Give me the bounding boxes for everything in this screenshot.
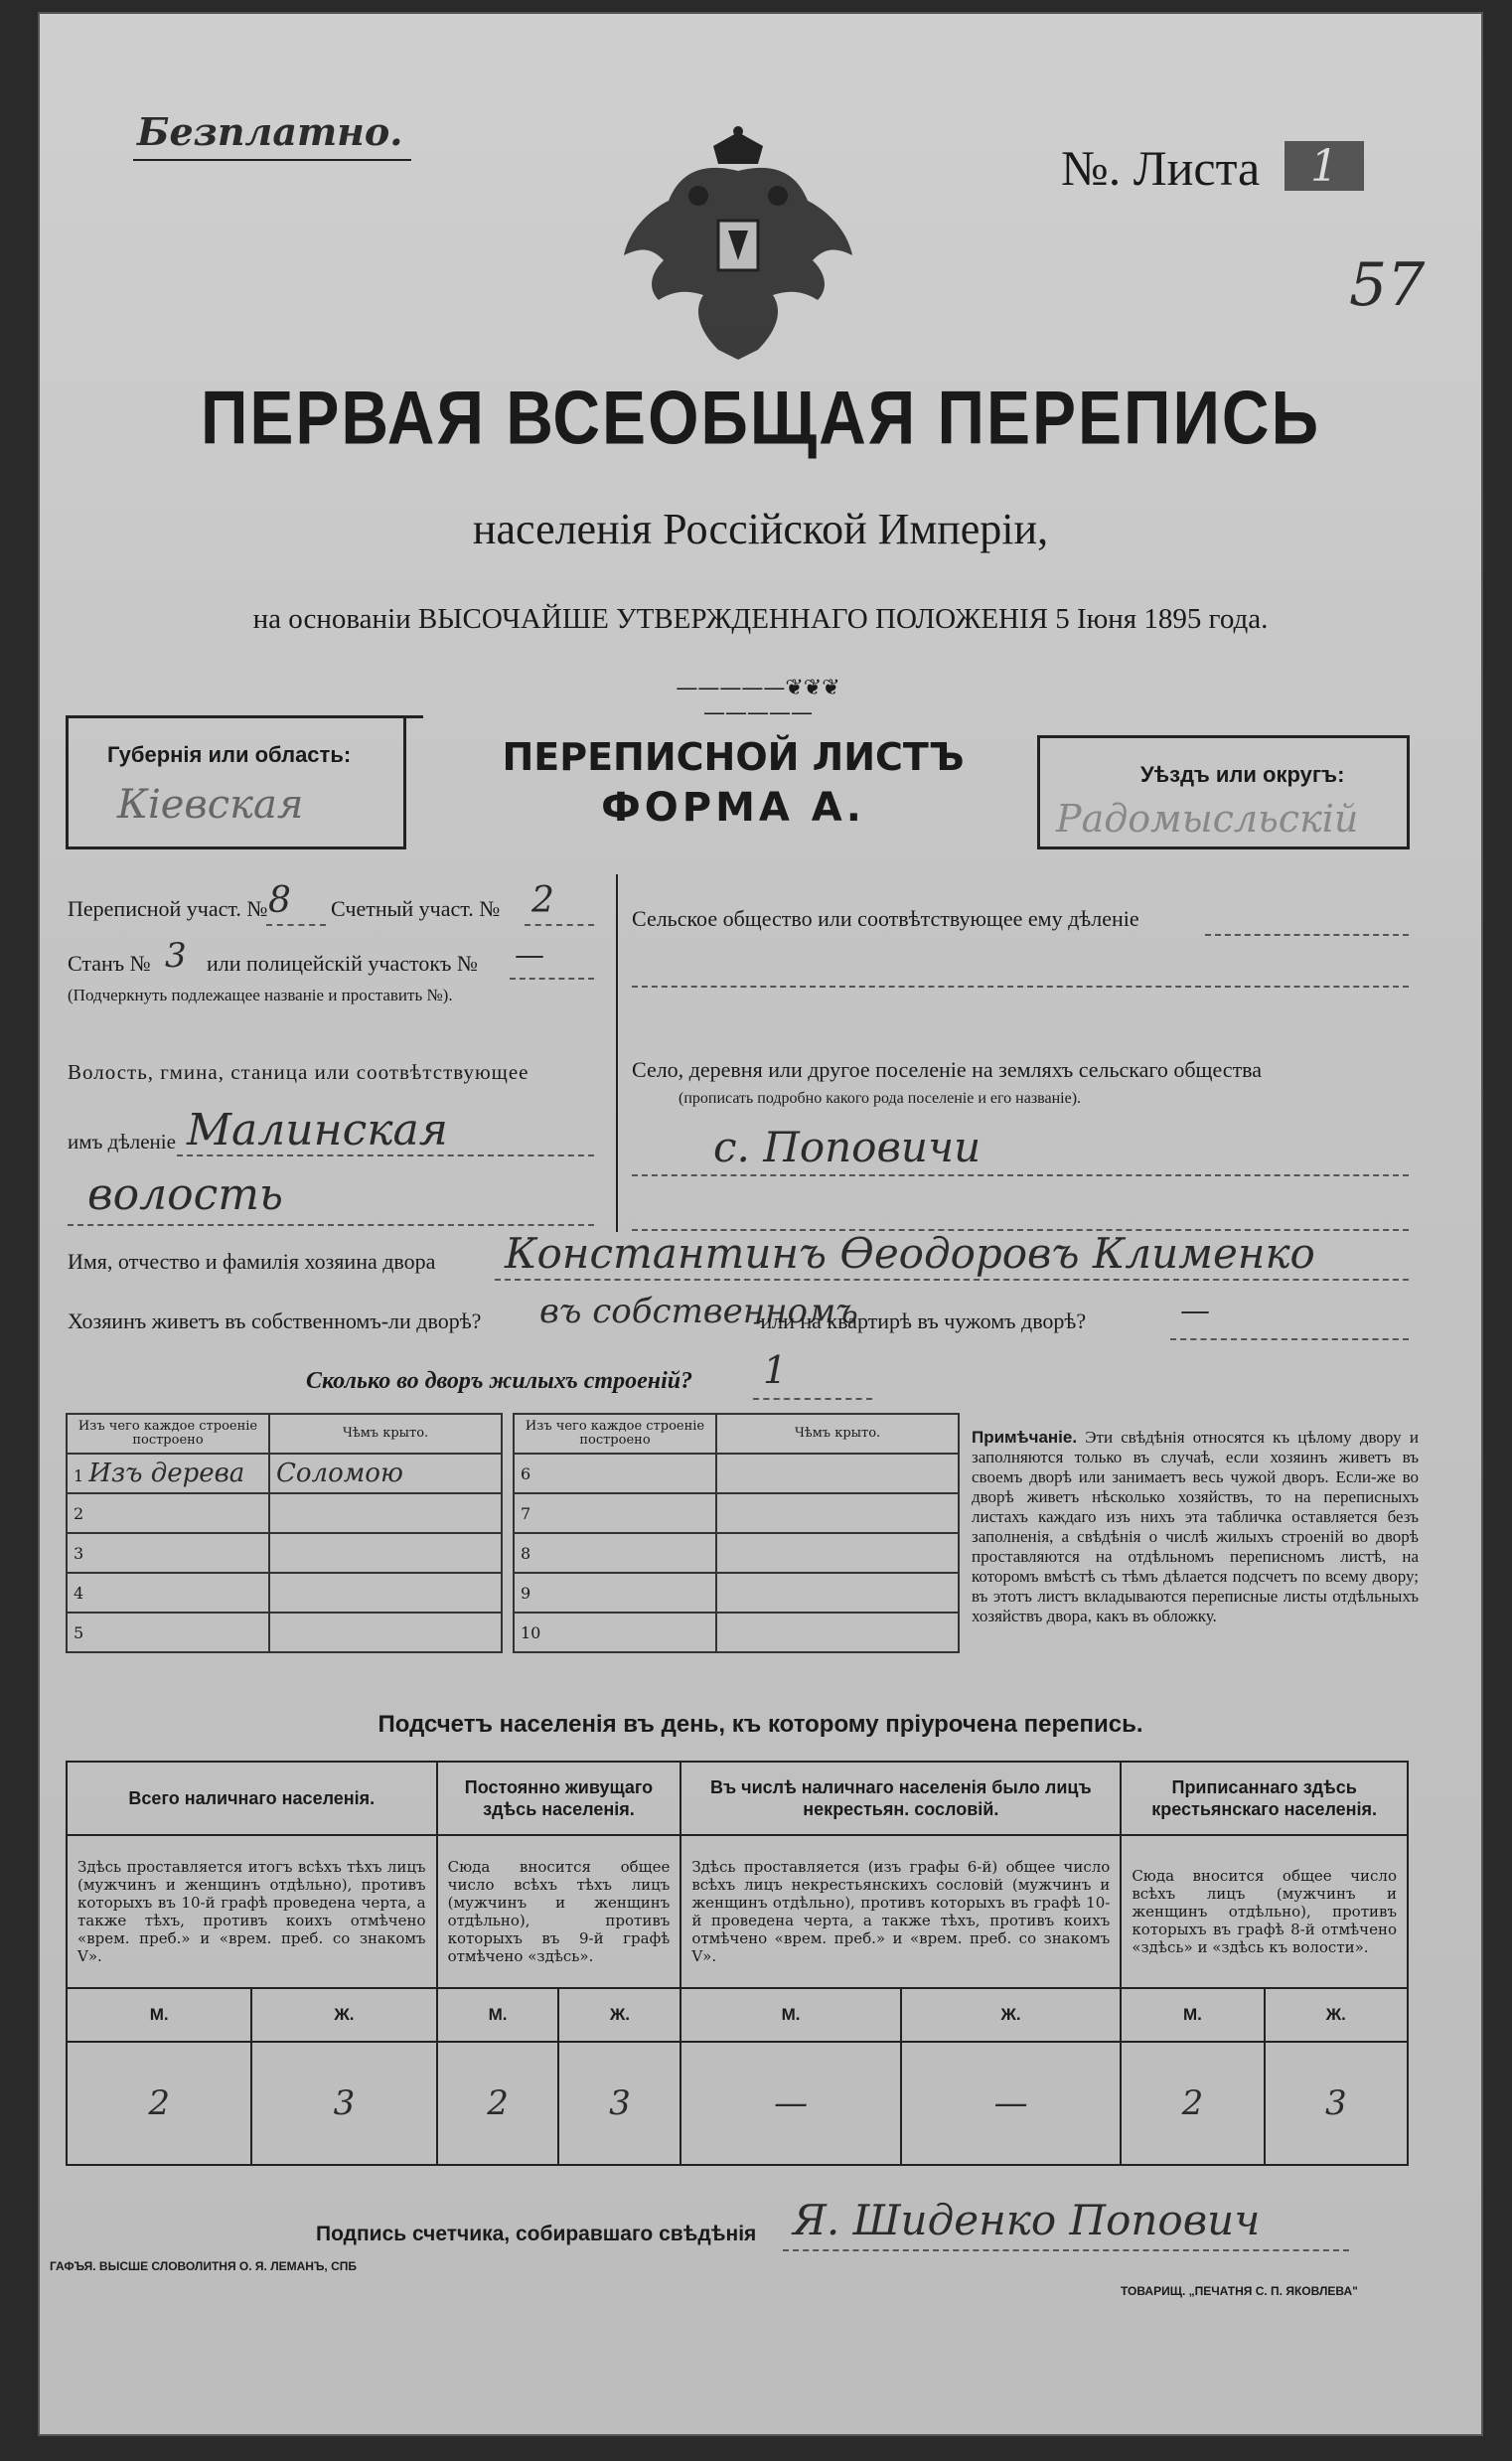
owner-line xyxy=(495,1279,1409,1281)
row-number: 7 xyxy=(514,1493,716,1533)
row-number: 10 xyxy=(514,1613,716,1652)
total-f-value: 3 xyxy=(251,2042,436,2165)
form-title: ФОРМА А. xyxy=(601,785,865,831)
police-line xyxy=(510,978,594,980)
frame-line-mid-left xyxy=(403,715,406,849)
table-row xyxy=(67,1493,502,1533)
m-label: М. xyxy=(437,1988,559,2042)
signature-value: Я. Шиденко Попович xyxy=(793,2196,1261,2244)
uezd-value: Радомысльскій xyxy=(1056,797,1359,841)
permanent-f-value: 3 xyxy=(558,2042,680,2165)
roof-cell xyxy=(269,1493,502,1533)
gubernia-value: Кіевская xyxy=(117,782,304,828)
roof-cell xyxy=(716,1533,959,1573)
volost-label: Волость, гмина, станица или соотвѣтствующее xyxy=(68,1060,529,1084)
note-title: Примѣчаніе. xyxy=(972,1428,1078,1447)
material-cell: Изъ дерева xyxy=(88,1459,245,1488)
schet-uch-line xyxy=(525,924,594,926)
selo-line-1 xyxy=(632,1174,1409,1176)
f-label: Ж. xyxy=(558,1988,680,2042)
basis-line: на основаніи ВЫСОЧАЙШЕ УТВЕРЖДЕННАГО ПОЛОЖЕНІЯ 5 Іюня 1895 года. xyxy=(252,603,1269,635)
col-title-registered: Приписаннаго здѣсь крестьянскаго населенія. xyxy=(1121,1762,1408,1835)
free-label: Безплатно. xyxy=(137,109,403,154)
volost-value-2: волость xyxy=(87,1169,283,1220)
roof-cell xyxy=(716,1493,959,1533)
col-title-total: Всего наличнаго населенія. xyxy=(67,1762,437,1835)
footer-right: ТОВАРИЩ. „ПЕЧАТНЯ С. П. ЯКОВЛЕВА" xyxy=(1121,2284,1358,2298)
permanent-m-value: 2 xyxy=(437,2042,559,2165)
row-number: 4 xyxy=(67,1573,269,1613)
registered-m-value: 2 xyxy=(1121,2042,1264,2165)
selo-note: (прописать подробно какого рода поселеніе и его названіе). xyxy=(679,1090,1082,1107)
col-desc-total: Здѣсь проставляется итогъ всѣхъ тѣхъ лицъ (мужчинъ и женщинъ отдѣльно), противъ которыхъ въ 10-й графѣ проведена черта, а также тѣхъ, противъ коихъ отмѣчено «врем. преб.» и «врем. преб. со знакомъ V». xyxy=(67,1835,437,1988)
signature-line xyxy=(783,2249,1349,2251)
selo-value: с. Поповичи xyxy=(713,1123,982,1171)
uezd-label: Уѣздъ или округъ: xyxy=(1140,762,1345,787)
schet-uch-label: Счетный участ. № xyxy=(331,896,501,921)
nonpeasant-f-value: — xyxy=(901,2042,1122,2165)
table-row xyxy=(514,1613,959,1652)
row-number: 8 xyxy=(514,1533,716,1573)
note-text: Эти свѣдѣнія относятся къ цѣлому двору и заполняются только въ случаѣ, если хозяинъ живетъ въ своемъ дворѣ или занимаетъ весь чужой дворъ. Если-же во дворѣ живетъ нѣсколько хозяйствъ, то на переписныхъ листахъ каждаго изъ нихъ эта табличка оставляется безъ заполненія, а свѣдѣнія о числѣ жилыхъ строеній во дворѣ проставляются на отдѣльномъ переписномъ листѣ, на которомъ вмѣстѣ съ тѣмъ дѣлается подсчетъ по всему двору; въ этотъ листъ вкладываются переписные листы отдѣльныхъ хозяйствъ двора, какъ въ обложку. xyxy=(972,1428,1419,1625)
col-desc-permanent: Сюда вносится общее число всѣхъ тѣхъ лицъ (мужчинъ и женщинъ отдѣльно), противъ которыхъ въ 9-й графѣ отмѣчено «здѣсь». xyxy=(437,1835,681,1988)
row-number: 1 xyxy=(74,1466,84,1485)
buildings-table-left xyxy=(66,1413,503,1653)
frame-line-top-left xyxy=(66,715,423,718)
underline-note: (Подчеркнуть подлежащее названіе и проставить №). xyxy=(68,986,453,1004)
row-number: 9 xyxy=(514,1573,716,1613)
main-title: ПЕРВАЯ ВСЕОБЩАЯ ПЕРЕПИСЬ xyxy=(200,375,1321,460)
sheet-number-value: 1 xyxy=(1285,141,1364,191)
gubernia-label: Губернія или область: xyxy=(107,742,352,767)
table-row xyxy=(67,1454,502,1493)
list-title: ПЕРЕПИСНОЙ ЛИСТЪ xyxy=(502,735,965,779)
col-title-nonpeasant: Въ числѣ наличнаго населенія было лицъ некрестьян. сословій. xyxy=(680,1762,1121,1835)
col-title-permanent: Постоянно живущаго здѣсь населенія. xyxy=(437,1762,681,1835)
volost-line-1 xyxy=(177,1154,594,1156)
row-number: 3 xyxy=(67,1533,269,1573)
buildings-value: 1 xyxy=(763,1348,788,1392)
corner-number: 57 xyxy=(1349,250,1426,320)
selsk-line-1 xyxy=(1205,934,1409,936)
volost-label-2: имъ дѣленіе xyxy=(68,1130,176,1154)
lives-label-1: Хозяинъ живетъ въ собственномъ-ли дворѣ? xyxy=(68,1308,482,1333)
material-header: Изъ чего каждое строеніе построено xyxy=(67,1414,269,1454)
buildings-label: Сколько во дворъ жилыхъ строеній? xyxy=(306,1368,693,1394)
buildings-table-right xyxy=(513,1413,960,1653)
roof-cell xyxy=(716,1454,959,1493)
registered-f-value: 3 xyxy=(1265,2042,1408,2165)
volost-value: Малинская xyxy=(187,1105,448,1155)
material-header: Изъ чего каждое строеніе построено xyxy=(514,1414,716,1454)
frame-line-mid-right xyxy=(1037,735,1040,849)
row-number: 2 xyxy=(67,1493,269,1533)
roof-header: Чѣмъ крыто. xyxy=(269,1414,502,1454)
selo-label: Село, деревня или другое поселеніе на земляхъ сельскаго общества xyxy=(632,1057,1263,1082)
census-sheet xyxy=(38,12,1483,2436)
lives-value: въ собственномъ xyxy=(539,1292,858,1331)
roof-cell xyxy=(716,1613,959,1652)
lives-value-2: — xyxy=(1180,1294,1210,1328)
stan-value: 3 xyxy=(165,936,187,976)
buildings-line xyxy=(753,1398,872,1400)
f-label: Ж. xyxy=(251,1988,436,2042)
table-row xyxy=(514,1493,959,1533)
lives-line xyxy=(1170,1338,1409,1340)
table-row xyxy=(514,1454,959,1493)
signature-label: Подпись счетчика, собиравшаго свѣдѣнія xyxy=(316,2223,757,2245)
sheet-number-label: №. Листа xyxy=(1061,140,1261,196)
frame-line-bottom-left xyxy=(66,846,405,849)
footer-left: ГАФЪЯ. ВЫСШЕ СЛОВОЛИТНЯ О. Я. ЛЕМАНЪ, СПБ xyxy=(50,2259,357,2273)
subtitle: населенія Россійской Имперіи, xyxy=(472,505,1049,553)
table-row xyxy=(67,1573,502,1613)
roof-cell xyxy=(269,1613,502,1652)
col-desc-nonpeasant: Здѣсь проставляется (изъ графы 6-й) общее число всѣхъ лицъ некрестьянскихъ сословій (мужчинъ и женщинъ отдѣльно), противъ которыхъ въ графѣ 10-й проведена черта, а также тѣхъ, противъ коихъ отмѣчено «врем. преб.» и «врем. преб. со знакомъ V». xyxy=(680,1835,1121,1988)
roof-header: Чѣмъ крыто. xyxy=(716,1414,959,1454)
table-row xyxy=(67,1613,502,1652)
owner-value: Константинъ Ѳеодоровъ Клименко xyxy=(505,1229,1315,1278)
f-label: Ж. xyxy=(1265,1988,1408,2042)
roof-cell: Соломою xyxy=(269,1454,502,1493)
roof-cell xyxy=(269,1533,502,1573)
row-number: 5 xyxy=(67,1613,269,1652)
owner-label: Имя, отчество и фамилія хозяина двора xyxy=(68,1249,436,1274)
f-label: Ж. xyxy=(901,1988,1122,2042)
population-table xyxy=(66,1761,1409,2166)
perepis-uch-line xyxy=(266,924,326,926)
population-heading: Подсчетъ населенія въ день, къ которому пріурочена перепись. xyxy=(378,1711,1143,1738)
column-divider xyxy=(616,874,618,1232)
police-label: или полицейскій участокъ № xyxy=(207,951,478,976)
free-underline xyxy=(133,159,411,161)
frame-line-left xyxy=(66,715,69,849)
perepis-uch-value: 8 xyxy=(268,880,291,921)
nonpeasant-m-value: — xyxy=(680,2042,900,2165)
table-row xyxy=(67,1533,502,1573)
frame-line-top-right xyxy=(1037,735,1410,738)
selsk-label: Сельское общество или соотвѣтствующее ему дѣленіе xyxy=(632,906,1139,931)
perepis-uch-label: Переписной участ. № xyxy=(68,896,268,921)
table-row xyxy=(514,1533,959,1573)
volost-line-2 xyxy=(68,1224,594,1226)
selsk-line-2 xyxy=(632,986,1409,988)
m-label: М. xyxy=(1121,1988,1264,2042)
row-number: 6 xyxy=(514,1454,716,1493)
double-headed-eagle-icon xyxy=(624,126,852,360)
m-label: М. xyxy=(67,1988,251,2042)
police-value: — xyxy=(515,938,544,973)
note-block xyxy=(972,1428,1419,1626)
ornament-divider: —————❦❦❦————— xyxy=(676,676,840,725)
total-m-value: 2 xyxy=(67,2042,251,2165)
frame-line-bottom-right xyxy=(1037,846,1410,849)
frame-line-right xyxy=(1407,735,1410,849)
schet-uch-value: 2 xyxy=(531,880,554,921)
table-row xyxy=(514,1573,959,1613)
roof-cell xyxy=(269,1573,502,1613)
roof-cell xyxy=(716,1573,959,1613)
lives-label-2: -или на квартирѣ въ чужомъ дворѣ? xyxy=(753,1308,1087,1333)
col-desc-registered: Сюда вносится общее число всѣхъ лицъ (мужчинъ и женщинъ отдѣльно), противъ которыхъ въ графѣ 8-й отмѣчено «здѣсь» и «здѣсь къ волости». xyxy=(1121,1835,1408,1988)
stan-label: Станъ № xyxy=(68,951,151,976)
m-label: М. xyxy=(680,1988,900,2042)
